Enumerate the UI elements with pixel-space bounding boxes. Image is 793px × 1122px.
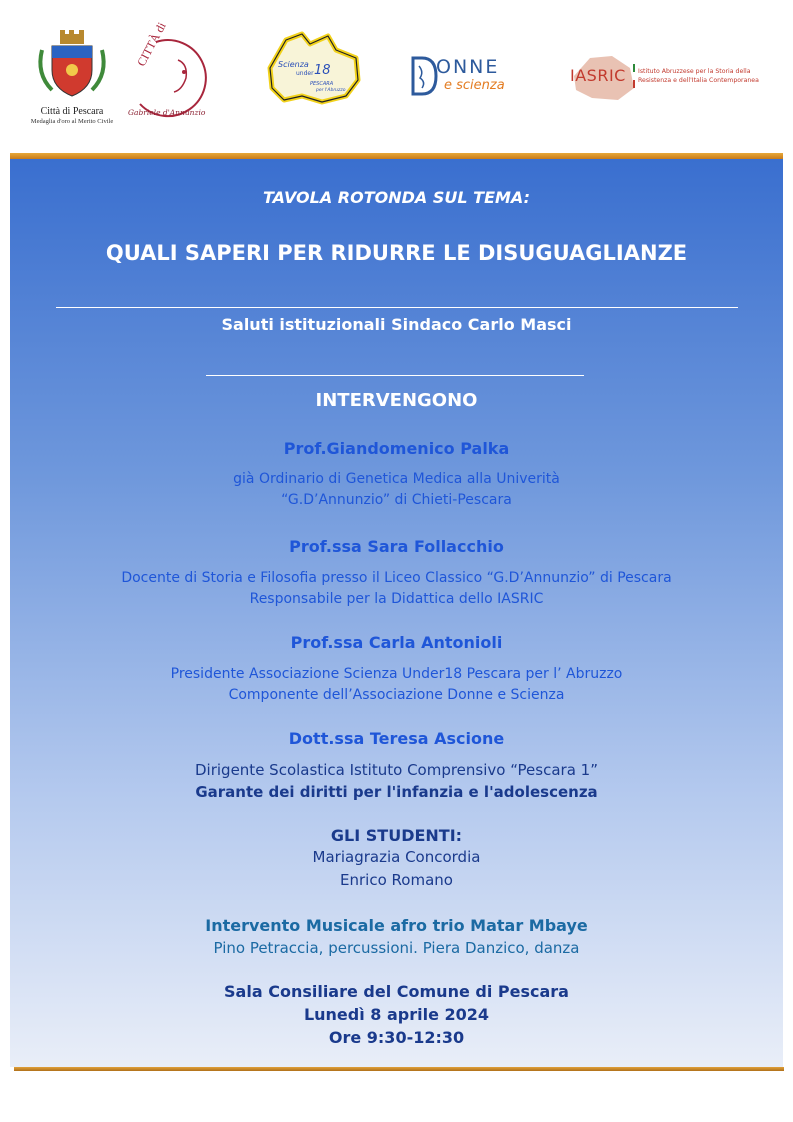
iasric-logo-desc2: Resistenza e dell'Italia Contemporanea <box>638 77 759 84</box>
speaker-3-line2: Componente dell’Associazione Donne e Scienza <box>228 687 565 703</box>
speaker-4-line1: Dirigente Scolastica Istituto Comprensivo “Pescara 1” <box>195 761 598 779</box>
citta-dannunzio-logo <box>126 19 218 126</box>
scienza-logo-place1: PESCARA <box>310 81 334 87</box>
pescara-crest-logo <box>22 30 122 130</box>
speaker-4-line2: Garante dei diritti per l'infanzia e l'adolescenza <box>195 783 598 801</box>
speaker-2-name: Prof.ssa Sara Follacchio <box>289 537 504 556</box>
event-venue: Sala Consiliare del Comune di Pescara <box>224 982 569 1001</box>
donne-e-scienza-logo <box>410 56 536 100</box>
crest-icon <box>22 30 122 102</box>
speaker-3-name: Prof.ssa Carla Antonioli <box>290 633 503 652</box>
music-detail: Pino Petraccia, percussioni. Piera Danzico, danza <box>213 939 580 957</box>
student-name-2: Enrico Romano <box>340 871 453 889</box>
speaker-3-line1: Presidente Associazione Scienza Under18 Pescara per l’ Abruzzo <box>170 666 623 682</box>
scienza-logo-brand: Scienza <box>278 60 309 69</box>
dannunzio-logo-top: CITTÀ di <box>134 19 169 69</box>
speaker-4-name: Dott.ssa Teresa Ascione <box>288 729 505 748</box>
iasric-logo-acronym: IASRIC <box>570 66 626 85</box>
bottom-gold-border <box>14 1067 784 1071</box>
speaker-2-line2: Responsabile per la Didattica dello IASRIC <box>249 591 544 607</box>
donne-d-icon <box>410 56 438 96</box>
speaker-1-line1: già Ordinario di Genetica Medica alla Univerità <box>233 471 560 487</box>
section-heading: INTERVENGONO <box>315 390 478 411</box>
student-name-1: Mariagrazia Concordia <box>312 848 481 866</box>
divider-line-2 <box>206 375 584 376</box>
greetings-line: Saluti istituzionali Sindaco Carlo Masci <box>221 315 572 334</box>
event-date: Lunedì 8 aprile 2024 <box>303 1005 490 1024</box>
event-time: Ore 9:30-12:30 <box>328 1028 465 1047</box>
header-kicker: TAVOLA ROTONDA SUL TEMA: <box>262 188 530 207</box>
speaker-1-name: Prof.Giandomenico Palka <box>283 439 510 458</box>
speaker-1-line2: “G.D’Annunzio” di Chieti-Pescara <box>281 492 512 508</box>
donne-logo-word2: e scienza <box>444 78 505 93</box>
scienza-logo-num: 18 <box>314 63 331 78</box>
iasric-logo-desc1: Istituto Abruzzese per la Storia della <box>638 68 751 75</box>
page-title: QUALI SAPERI PER RIDURRE LE DISUGUAGLIANZE <box>105 241 688 265</box>
music-title: Intervento Musicale afro trio Matar Mbaye <box>205 916 588 935</box>
pescara-logo-line1: Città di Pescara <box>40 106 104 117</box>
divider-line-1 <box>56 307 738 308</box>
dannunzio-logo-signature: Gabriele d'Annunzio <box>128 108 206 117</box>
students-label: GLI STUDENTI: <box>330 826 463 845</box>
iasric-logo <box>568 54 758 104</box>
iasric-flag <box>633 64 635 88</box>
speaker-2-line1: Docente di Storia e Filosofia presso il Liceo Classico “G.D’Annunzio” di Pescara <box>121 570 672 586</box>
pescara-logo-line2: Medaglia d'oro al Merito Civile <box>30 118 114 125</box>
scienza-logo-sub: under <box>296 70 314 77</box>
scienza-under18-logo <box>266 30 362 106</box>
logo-strip <box>0 0 793 150</box>
scienza-logo-place2: per l'Abruzzo <box>316 88 346 93</box>
donne-logo-word1: ONNE <box>436 56 500 78</box>
